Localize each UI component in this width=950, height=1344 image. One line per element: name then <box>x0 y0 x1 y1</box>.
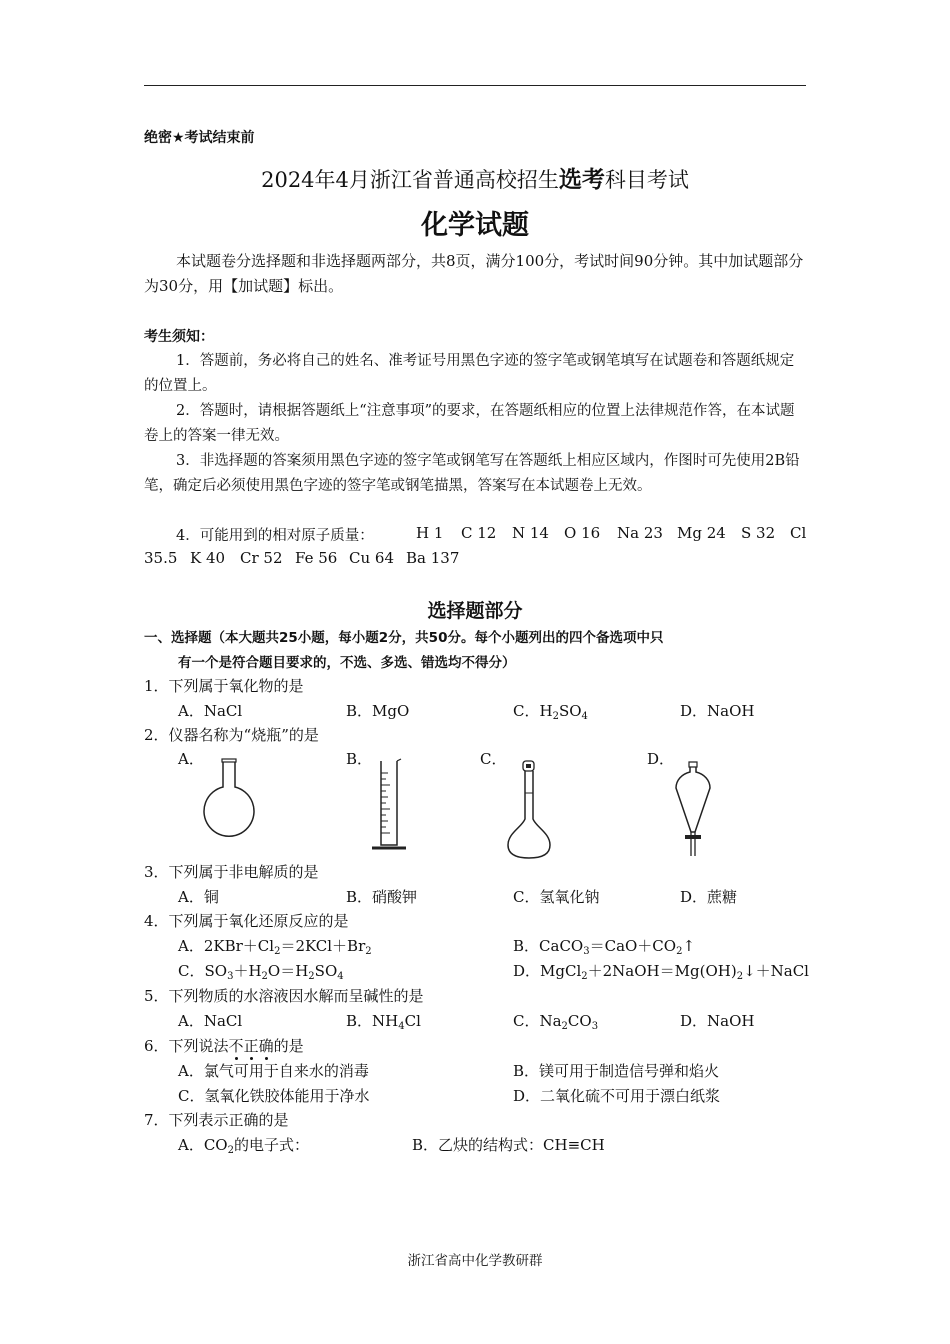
question-stem: 5．下列物质的水溶液因水解而呈碱性的是 <box>144 987 424 1005</box>
question-stem: 6．下列说法不正确的是 <box>144 1037 304 1055</box>
atomic-mass: Cr 52 <box>240 549 283 567</box>
page-footer: 浙江省高中化学教研群 <box>407 1253 543 1269</box>
atomic-mass: N 14 <box>512 524 549 542</box>
option-a: A．NaCl <box>178 702 243 720</box>
section-title: 选择题部分 <box>427 600 523 622</box>
option-d: D．NaOH <box>680 1012 755 1030</box>
option-b: B．乙炔的结构式：CH≡CH <box>412 1136 605 1154</box>
round-bottom-flask-icon <box>200 757 260 843</box>
option-b: B． <box>346 750 373 768</box>
question-stem: 7．下列表示正确的是 <box>144 1111 289 1129</box>
option-a: A． <box>178 750 204 768</box>
option-d: D．二氧化硫不可用于漂白纸浆 <box>513 1087 721 1105</box>
atomic-mass: 35.5 <box>144 549 178 567</box>
option-b: B．$NH_4Cl$ <box>346 1012 421 1032</box>
option-c: C．$Na_2CO_3$ <box>513 1012 599 1032</box>
subject-title: 化学试题 <box>421 210 529 241</box>
option-c: C．氢氧化钠 <box>513 888 600 906</box>
option-d: D． <box>647 750 675 768</box>
option-b: B．硝酸钾 <box>346 888 418 906</box>
volumetric-flask-icon <box>500 759 558 861</box>
question-stem: 1．下列属于氧化物的是 <box>144 677 304 695</box>
atomic-mass: S 32 <box>741 524 776 542</box>
section-heading-1: 一、选择题（本大题共25小题，每小题2分，共50分。每个小题列出的四个备选项中只 <box>144 630 664 646</box>
option-d: D．$MgCl_2+2NaOH=Mg(OH)_2↓+NaCl$ <box>513 962 809 982</box>
separatory-funnel-icon <box>670 760 716 860</box>
option-b: B．MgO <box>346 702 410 720</box>
option-a: A．$CO_2$的电子式： <box>178 1136 309 1156</box>
option-a: A．NaCl <box>178 1012 243 1030</box>
atomic-mass: K 40 <box>190 549 226 567</box>
atomic-mass: Cl <box>790 524 807 542</box>
option-a: A．氯气可用于自来水的消毒 <box>178 1062 369 1080</box>
atomic-mass: Ba 137 <box>406 549 460 567</box>
secret-label: 绝密★考试结束前 <box>144 130 255 146</box>
option-d: D．蔗糖 <box>680 888 738 906</box>
atomic-mass: C 12 <box>461 524 497 542</box>
option-b: B．$CaCO_3=CaO+CO_2↑$ <box>513 937 696 957</box>
option-b: B．镁可用于制造信号弹和焰火 <box>513 1062 720 1080</box>
question-stem: 3．下列属于非电解质的是 <box>144 863 319 881</box>
atomic-mass: Na 23 <box>617 524 663 542</box>
option-c: C．$SO_3+H_2O=H_2SO_4$ <box>178 962 344 982</box>
exam-title: 2024年4月浙江省普通高校招生选考科目考试 <box>261 167 689 193</box>
notice-item-3: 3．非选择题的答案须用黑色字迹的签字笔或钢笔写在答题纸上相应区域内，作图时可先使用2B铅笔，确定后必须使用黑色字迹的签字笔或钢笔描黑，答案写在本试题卷上无效。 <box>144 453 800 494</box>
option-c: C．$H_2SO_4$ <box>513 702 588 722</box>
header-rule <box>144 85 806 86</box>
atomic-mass: Fe 56 <box>295 549 338 567</box>
atomic-mass: H 1 <box>416 524 444 542</box>
atomic-mass: Mg 24 <box>677 524 726 542</box>
notice-item-2: 2．答题时，请根据答题纸上“注意事项”的要求，在答题纸相应的位置上法律规范作答，在本试题卷上的答案一律无效。 <box>144 403 795 444</box>
option-a: A．铜 <box>178 888 219 906</box>
intro-paragraph: 本试题卷分选择题和非选择题两部分，共8页，满分100分，考试时间90分钟。其中加试题部分为30分，用【加试题】标出。 <box>144 252 804 295</box>
option-c: C．氢氧化铁胶体能用于净水 <box>178 1087 370 1105</box>
option-d: D．NaOH <box>680 702 755 720</box>
atomic-mass: Cu 64 <box>349 549 394 567</box>
atomic-mass: O 16 <box>564 524 601 542</box>
atomic-masses-prefix: 4．可能用到的相对原子质量： <box>176 528 374 544</box>
option-c: C． <box>480 750 507 768</box>
notice-title: 考生须知： <box>144 329 214 345</box>
graduated-cylinder-icon <box>368 757 412 853</box>
question-stem: 4．下列属于氧化还原反应的是 <box>144 912 349 930</box>
question-stem: 2．仪器名称为“烧瓶”的是 <box>144 726 319 744</box>
notice-item-1: 1．答题前，务必将自己的姓名、准考证号用黑色字迹的签字笔或钢笔填写在试题卷和答题纸规定的位置上。 <box>144 353 795 394</box>
section-heading-2: 有一个是符合题目要求的，不选、多选、错选均不得分） <box>178 655 516 671</box>
option-a: A．$2KBr+Cl_2=2KCl+Br_2$ <box>178 937 372 957</box>
